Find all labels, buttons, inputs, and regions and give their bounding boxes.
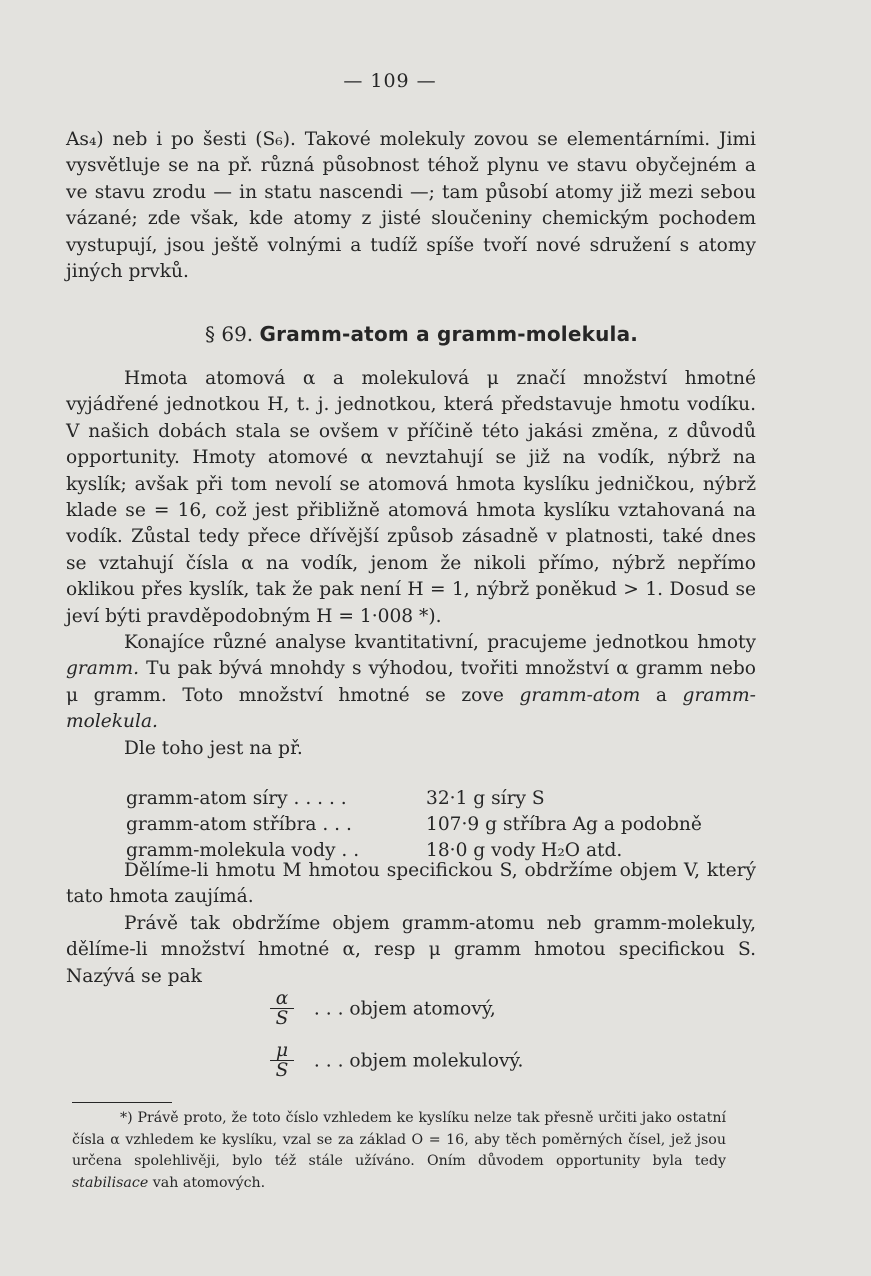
list-label: gramm-atom síry . . . . . [126,788,347,809]
gramm-italic: gramm. [66,658,140,680]
fraction [270,1042,294,1081]
footnote-text-a: *) Právě proto, že toto číslo vzhledem ke kyslíku nelze tak přesně určiti jako ostatní čísla α vzhledem ke kyslíku, vzal se za základ O = 16, aby těch poměrných čísel, jež jsou určena spolehlivěji, bylo též stále užíváno. Oním důvodem opportunity byla tedy [72,1110,726,1169]
footnote-text-b: vah atomových. [152,1174,266,1191]
paragraph-volume-b: Právě tak obdržíme objem gramm-atomu neb gramm-molekuly, dělíme-li množství hmotné α, resp μ gramm hmotou specifickou S. Nazývá se pak [66,912,756,987]
gramm-text-a: Konajíce různé analyse kvantitativní, pracujeme jednotkou hmoty [124,632,756,654]
list-value: 107·9 g stříbra Ag a podobně [426,814,702,835]
list-value: 18·0 g vody H₂O atd. [426,840,623,861]
fraction [270,990,294,1029]
list-item [126,812,756,838]
gramm-text-b: Tu pak bývá mnohdy s výhodou, tvořiti množství α gramm nebo μ gramm. Toto množství hmotné se zove [66,658,756,706]
section-number: § 69. [205,322,254,346]
fraction-label: . . . objem molekulový. [313,1050,524,1072]
section-heading [205,322,638,346]
footnote-text [72,1108,726,1194]
paragraph-atomic-mass [66,366,756,762]
list-label: gramm-molekula vody . . [126,840,360,861]
gramm-molekula-term: gramm-molekula. [66,684,756,733]
fraction-numerator: α [275,988,289,1009]
atomic-volume-formula [270,990,496,1029]
gramm-atom-term: gramm-atom [519,684,641,706]
footnote-divider [72,1102,172,1103]
fraction-denominator: S [275,1060,289,1081]
list-value: 32·1 g síry S [426,788,545,809]
molecular-volume-formula [270,1042,523,1081]
footnote [72,1108,726,1194]
footnote-italic: stabilisace [72,1174,149,1191]
paragraph-volume-a: Dělíme-li hmotu M hmotou specifickou S, obdržíme objem V, který tato hmota zaujímá. [66,860,756,908]
list-item [126,786,756,812]
section-title: Gramm-atom a gramm-molekula. [259,322,639,346]
page-number: — 109 — [343,70,437,92]
fraction-numerator: μ [275,1040,289,1061]
fraction-denominator: S [275,1008,289,1029]
example-list [126,786,756,864]
paragraph-mass-text: Hmota atomová α a molekulová μ značí množství hmotné vyjádřené jednotkou H, t. j. jednotkou, která představuje hmotu vodíku. V našich dobách stala se ovšem v příčině této jakási změna, z důvodů opportunity. Hmoty atomové α nevztahují se již na vodík, nýbrž na kyslík; avšak při tom nevolí se atomová hmota kyslíku jedničkou, nýbrž klade se = 16, což jest přibližně atomová hmota kyslíku vztahovaná na vodík. Zůstal tedy přece dřívější způsob zásadně v platnosti, také dnes se vztahují čísla α na vodík, jenom že nikoli přímo, nýbrž nepřímo oklikou přes kyslík, tak že pak není H = 1, nýbrž poněkud > 1. Dosud se jeví býti pravděpodobným H = 1·008 *). [66,368,756,627]
gramm-text-c: a [655,684,667,706]
paragraph-volume [66,858,756,990]
paragraph-molecules: As₄) neb i po šesti (S₆). Takové molekuly zovou se elementárními. Jimi vysvětluje se na př. různá působnost téhož plynu ve stavu obyčejném a ve stavu zrodu — in statu nascendi —; tam působí atomy již mezi sebou vázané; zde však, kde atomy z jisté sloučeniny chemickým pochodem vystupují, jsou ještě volnými a tudíž spíše tvoří nové sdružení s atomy jiných prvků. [66,129,756,283]
list-label: gramm-atom stříbra . . . [126,814,352,835]
paragraph-gramm [66,630,756,736]
fraction-label: . . . objem atomový, [313,998,496,1020]
paragraph-example-intro: Dle toho jest na př. [124,737,303,759]
